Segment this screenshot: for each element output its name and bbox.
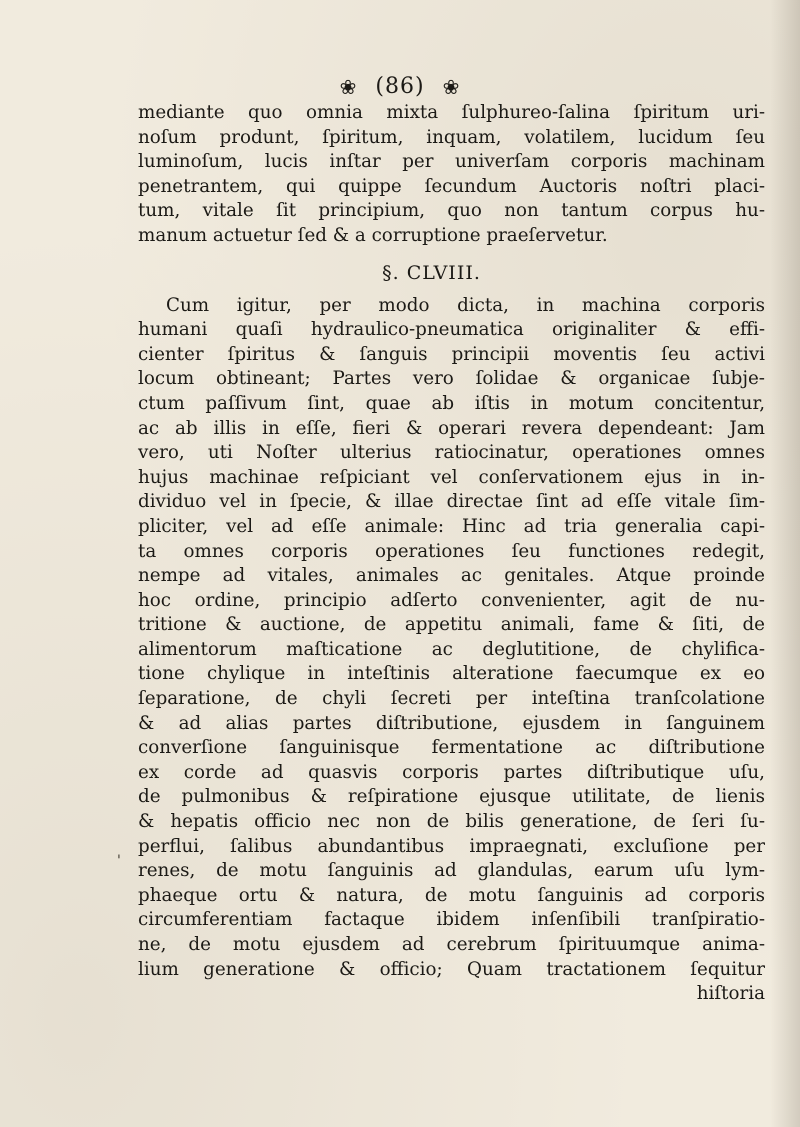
text-line: tum, vitale ſit principium, quo non tantum corpus hu- <box>138 200 765 222</box>
margin-mark: ' <box>117 853 121 869</box>
text-line: noſum produnt, ſpiritum, inquam, volatilem, lucidum ſeu <box>138 126 765 148</box>
text-line: mediante quo omnia mixta ſulphureo-ſalina ſpiritum uri- <box>138 102 765 123</box>
text-line: ta omnes corporis operationes ſeu functiones redegit, <box>138 540 765 562</box>
text-line: converſione ſanguinisque fermentatione ac diſtributione <box>138 737 765 759</box>
text-line: nempe ad vitales, animales ac genitales. Atque proinde <box>138 565 765 587</box>
text-line: tritione & auctione, de appetitu animali, fame & ſiti, de <box>138 614 765 636</box>
text-line: ctum paſſivum ſint, quae ab iſtis in motum concitentur, <box>138 392 765 414</box>
text-line: alimentorum maſticatione ac deglutitione, de chylifica- <box>138 638 765 660</box>
text-line: hoc ordine, principio adſerto convenienter, agit de nu- <box>138 589 765 611</box>
catchword: hiſtoria <box>696 983 765 1005</box>
page-header <box>0 74 800 99</box>
text-line: dividuo vel in ſpecie, & illae directae ſint ad eſſe vitale ſim- <box>138 491 765 513</box>
body-text <box>138 101 765 1007</box>
left-ornament-icon: ❀ <box>339 75 358 99</box>
paragraph-2 <box>138 294 765 1007</box>
text-line: ſeparatione, de chyli ſecreti per inteſtina tranſcolatione <box>138 688 765 710</box>
text-line: luminoſum, lucis inſtar per univerſam corporis machinam <box>138 151 765 173</box>
text-line: renes, de motu ſanguinis ad glandulas, earum uſu lym- <box>138 860 765 882</box>
paragraph-1 <box>138 101 765 249</box>
page-number: (86) <box>375 74 425 99</box>
text-line: hujus machinae reſpiciant vel conſervationem ejus in in- <box>138 466 765 488</box>
text-line: manum actuetur ſed & a corruptione praeſervetur. <box>138 224 608 246</box>
right-ornament-icon: ❀ <box>442 75 461 99</box>
text-line: ac ab illis in eſſe, fieri & operari revera dependeant: Jam <box>138 417 765 439</box>
text-line: cienter ſpiritus & ſanguis principii moventis ſeu activi <box>138 343 765 365</box>
text-line: penetrantem, qui quippe ſecundum Auctoris noſtri placi- <box>138 175 765 197</box>
text-line: phaeque ortu & natura, de motu ſanguinis ad corporis <box>138 884 765 906</box>
text-line: lium generatione & officio; Quam tractationem ſequitur <box>138 958 765 980</box>
text-line: humani quaſi hydraulico-pneumatica originaliter & effi- <box>138 319 765 341</box>
text-line: ex corde ad quasvis corporis partes diſtributique uſu, <box>138 761 765 783</box>
text-line: Cum igitur, per modo dicta, in machina corporis <box>166 294 765 316</box>
text-line: & ad alias partes diſtributione, ejusdem in ſanguinem <box>138 712 765 734</box>
text-line: pliciter, vel ad eſſe animale: Hinc ad tria generalia capi- <box>138 515 765 537</box>
text-line: perflui, ſalibus abundantibus impraegnati, excluſione per <box>138 835 765 857</box>
page-edge-shadow <box>770 0 800 1127</box>
text-line: de pulmonibus & reſpiratione ejusque utilitate, de lienis <box>138 786 765 808</box>
text-line: ne, de motu ejusdem ad cerebrum ſpirituumque anima- <box>138 934 765 955</box>
text-line: vero, uti Noſter ulterius ratiocinatur, operationes omnes <box>138 442 765 464</box>
text-line: & hepatis officio nec non de bilis generatione, de ſeri ſu- <box>138 811 765 833</box>
text-line: locum obtineant; Partes vero ſolidae & organicae ſubje- <box>138 368 765 390</box>
text-line: tione chylique in inteſtinis alteratione faecumque ex eo <box>138 663 765 685</box>
section-heading: §. CLVIII. <box>382 261 481 284</box>
text-line: circumferentiam factaque ibidem inſenſibili tranſpiratio- <box>138 909 765 931</box>
